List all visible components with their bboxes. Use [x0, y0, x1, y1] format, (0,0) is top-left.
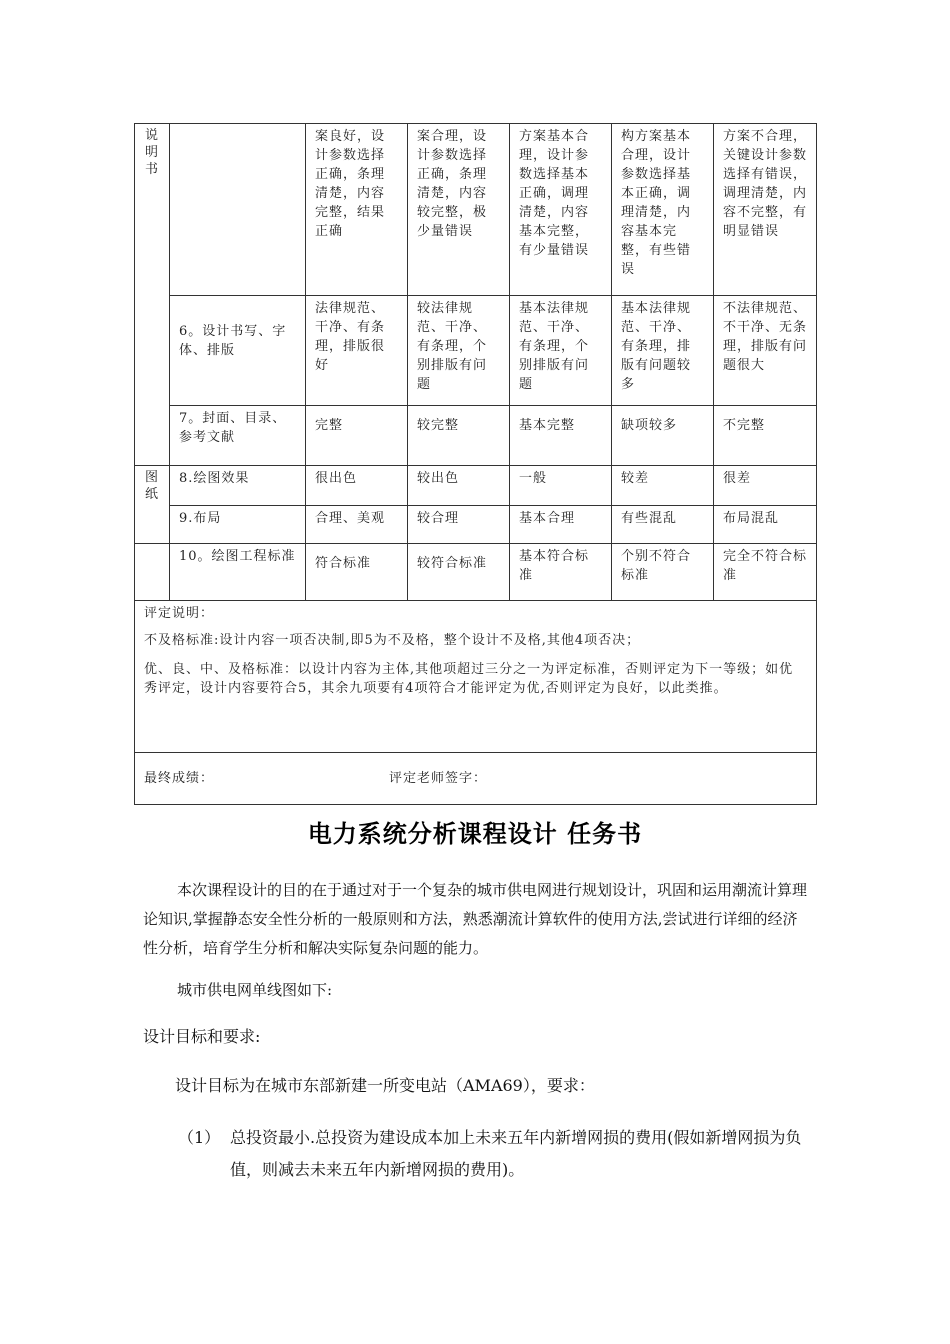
table-row — [135, 466, 817, 506]
level-cell: 较出色 — [408, 466, 510, 506]
table-row — [135, 296, 817, 406]
level-cell: 布局混乱 — [714, 506, 817, 544]
criterion-cell — [170, 124, 306, 296]
level-cell: 法律规范、干净、有条理，排版很好 — [306, 296, 408, 406]
level-cell: 较法律规范、干净、有条理，个别排版有问题 — [408, 296, 510, 406]
level-cell: 不完整 — [714, 406, 817, 466]
table-row — [135, 601, 817, 753]
level-cell: 很出色 — [306, 466, 408, 506]
level-cell: 较完整 — [408, 406, 510, 466]
level-cell: 较差 — [612, 466, 714, 506]
level-cell: 不法律规范、不干净、无条理，排版有问题很大 — [714, 296, 817, 406]
evaluation-notes — [135, 601, 817, 753]
teacher-signature-label: 评定老师签字： — [389, 771, 488, 786]
category-label: 说明书 — [145, 128, 160, 177]
level-cell: 合理、美观 — [306, 506, 408, 544]
level-cell: 较符合标准 — [408, 544, 510, 601]
level-cell: 基本符合标准 — [510, 544, 612, 601]
level-cell: 一般 — [510, 466, 612, 506]
level-cell: 完全不符合标准 — [714, 544, 817, 601]
grading-table — [134, 123, 817, 805]
criterion-cell: 8.绘图效果 — [170, 466, 306, 506]
grade-standard-note: 优、良、中、及格标准：以设计内容为主体,其他项超过三分之一为评定标准，否则评定为下一等级；如优秀评定，设计内容要符合5，其余九项要有4项符合才能评定为优,否则评定为良好，以此类推。 — [144, 662, 794, 696]
requirement-number: （1） — [178, 1128, 221, 1147]
level-cell: 很差 — [714, 466, 817, 506]
notes-title: 评定说明： — [144, 606, 215, 621]
criterion-cell: 9.布局 — [170, 506, 306, 544]
table-row — [135, 544, 817, 601]
level-cell: 符合标准 — [306, 544, 408, 601]
level-cell: 基本法律规范、干净、有条理，排版有问题较多 — [612, 296, 714, 406]
criterion-cell: 10。绘图工程标准 — [170, 544, 306, 601]
criterion-cell: 7。封面、目录、参考文献 — [170, 406, 306, 466]
category-label: 图纸 — [145, 470, 160, 502]
category-cell — [135, 544, 170, 601]
level-cell: 方案不合理，关键设计参数选择有错误，调理清楚，内容不完整，有明显错误 — [714, 124, 817, 296]
level-cell: 构方案基本合理，设计参数选择基本正确，调理清楚，内容基本完整，有些错误 — [612, 124, 714, 296]
final-score-row — [135, 753, 817, 805]
table-row — [135, 753, 817, 805]
final-score-label: 最终成绩： — [144, 771, 215, 786]
requirement-text: 总投资最小.总投资为建设成本加上未来五年内新增网损的费用(假如新增网损为负值，则减去未来五年内新增网损的费用)。 — [230, 1128, 802, 1179]
table-row — [135, 406, 817, 466]
level-cell: 案合理，设计参数选择正确，条理清楚，内容较完整，极少量错误 — [408, 124, 510, 296]
goal-intro: 设计目标为在城市东部新建一所变电站（AMA69），要求： — [175, 1076, 595, 1095]
level-cell: 较合理 — [408, 506, 510, 544]
level-cell: 基本法律规范、干净、有条理，个别排版有问题 — [510, 296, 612, 406]
diagram-caption: 城市供电网单线图如下: — [177, 981, 333, 999]
criterion-cell: 6。设计书写、字体、排版 — [170, 296, 306, 406]
level-cell: 案良好，设计参数选择正确，条理清楚，内容完整，结果正确 — [306, 124, 408, 296]
goals-heading: 设计目标和要求: — [143, 1027, 261, 1046]
category-cell — [135, 124, 170, 466]
table-row — [135, 506, 817, 544]
level-cell: 基本完整 — [510, 406, 612, 466]
level-cell: 缺项较多 — [612, 406, 714, 466]
fail-standard-note: 不及格标准:设计内容一项否决制,即5为不及格，整个设计不及格,其他4项否决； — [144, 633, 641, 648]
level-cell: 有些混乱 — [612, 506, 714, 544]
table-row — [135, 124, 817, 296]
level-cell: 基本合理 — [510, 506, 612, 544]
requirement-item — [178, 1122, 818, 1186]
level-cell: 方案基本合理，设计参数选择基本正确，调理清楚，内容基本完整，有少量错误 — [510, 124, 612, 296]
level-cell: 完整 — [306, 406, 408, 466]
category-cell — [135, 466, 170, 544]
intro-paragraph: 本次课程设计的目的在于通过对于一个复杂的城市供电网进行规划设计，巩固和运用潮流计算理论知识,掌握静态安全性分析的一般原则和方法，熟悉潮流计算软件的使用方法,尝试进行详细的经济性分析，培育学生分析和解决实际复杂问题的能力。 — [143, 881, 808, 957]
document-title: 电力系统分析课程设计 任务书 — [307, 820, 643, 848]
level-cell: 个别不符合标准 — [612, 544, 714, 601]
